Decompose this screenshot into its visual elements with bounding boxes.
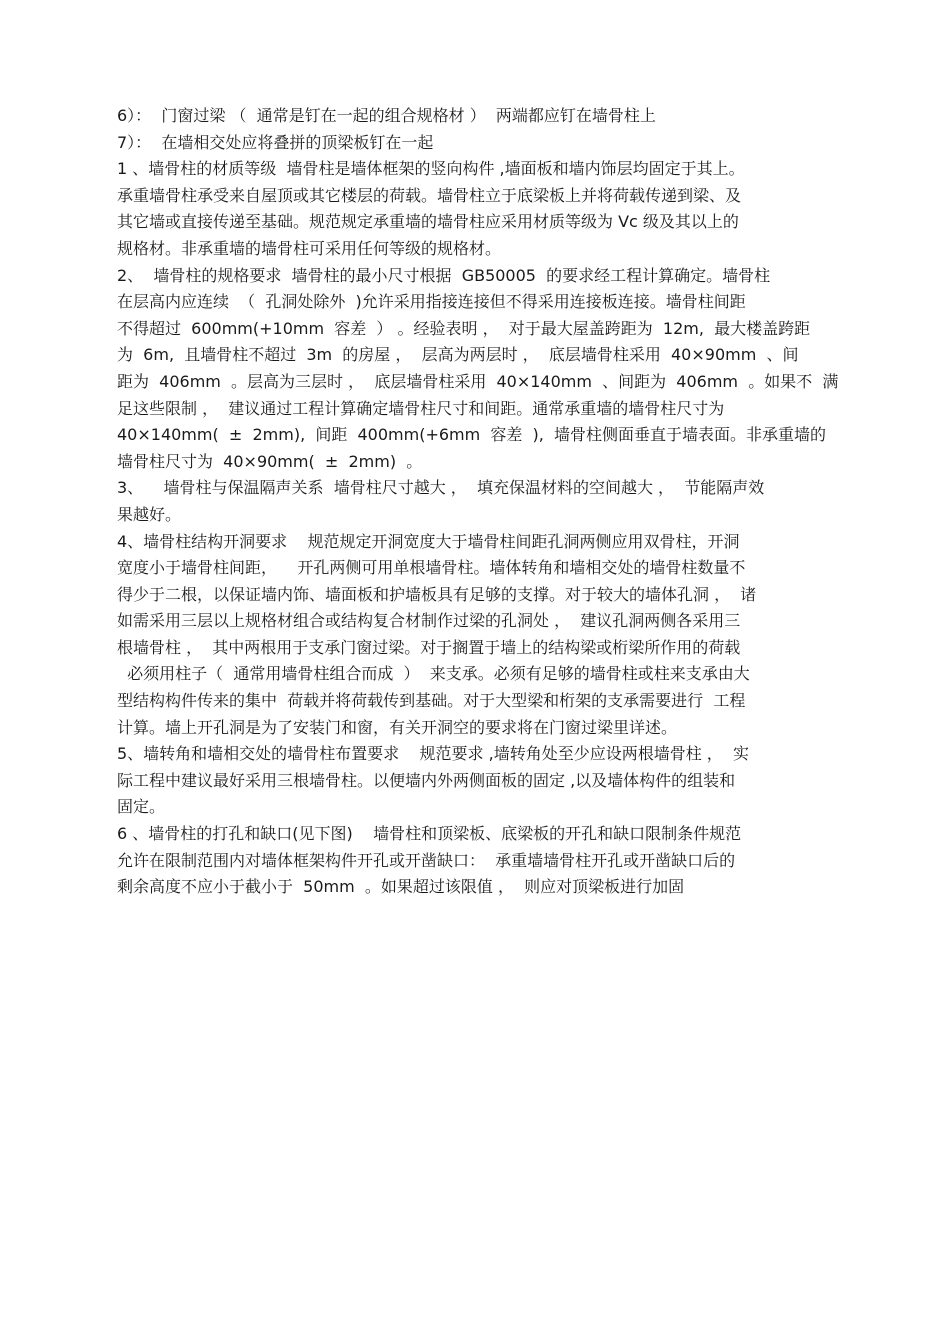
text-line: 际工程中建议最好采用三根墙骨柱。以便墙内外两侧面板的固定 ,以及墙体构件的组装和 — [117, 770, 736, 790]
text-line: 规格材。非承重墙的墙骨柱可采用任何等级的规格材。 — [117, 238, 502, 258]
text-line: 型结构构件传来的集中 荷载并将荷载传到基础。对于大型梁和桁架的支承需要进行 工程 — [117, 691, 746, 711]
text-line: 4、墙骨柱结构开洞要求 规范规定开洞宽度大于墙骨柱间距孔洞两侧应用双骨柱，开洞 — [117, 531, 740, 551]
text-line: 如需采用三层以上规格材组合或结构复合材制作过梁的孔洞处 ， 建议孔洞两侧各采用三 — [117, 611, 741, 631]
text-line: 在层高内应连续 （ 孔洞处除外 )允许采用指接连接但不得采用连接板连接。墙骨柱间距 — [117, 292, 746, 312]
text-line: 根墙骨柱 ， 其中两根用于支承门窗过梁。对于搁置于墙上的结构梁或桁梁所作用的荷载 — [117, 637, 741, 657]
text-line: 距为 406mm 。层高为三层时 ， 底层墙骨柱采用 40×140mm 、间距为 406mm 。如果不 满 — [117, 371, 839, 391]
text-line: 允许在限制范围内对墙体框架构件开孔或开凿缺口： 承重墙墙骨柱开孔或开凿缺口后的 — [117, 850, 736, 870]
text-line: 固定。 — [117, 797, 166, 817]
text-line: 墙骨柱尺寸为 40×90mm( ± 2mm) 。 — [117, 451, 423, 471]
text-line: 5、墙转角和墙相交处的墙骨柱布置要求 规范要求 ,墙转角处至少应设两根墙骨柱 ， 实 — [117, 744, 749, 764]
text-line: 6）： 门窗过梁 （ 通常是钉在一起的组合规格材 ） 两端都应钉在墙骨柱上 — [117, 106, 656, 125]
text-line: 剩余高度不应小于截小于 50mm 。如果超过该限值 ， 则应对顶梁板进行加固 — [117, 877, 685, 897]
body-text — [117, 103, 877, 901]
text-line: 2、 墙骨柱的规格要求 墙骨柱的最小尺寸根据 GB50005 的要求经工程计算确定。墙骨柱 — [117, 265, 771, 285]
text-line: 7）： 在墙相交处应将叠拼的顶梁板钉在一起 — [117, 132, 434, 152]
text-line: 承重墙骨柱承受来自屋顶或其它楼层的荷载。墙骨柱立于底梁板上并将荷载传递到梁、及 — [117, 185, 742, 205]
text-line: 40×140mm( ± 2mm), 间距 400mm(+6mm 容差 ), 墙骨柱侧面垂直于墙表面。非承重墙的 — [117, 425, 827, 445]
text-line: 必须用柱子（ 通常用墙骨柱组合而成 ） 来支承。必须有足够的墙骨柱或柱来支承由大 — [117, 664, 750, 684]
text-line: 其它墙或直接传递至基础。规范规定承重墙的墙骨柱应采用材质等级为 Vc 级及其以上的 — [117, 212, 739, 232]
text-line: 3、 墙骨柱与保温隔声关系 墙骨柱尺寸越大 ， 填充保温材料的空间越大 ， 节能隔声效 — [117, 478, 765, 498]
text-line: 6 、墙骨柱的打孔和缺口(见下图) 墙骨柱和顶梁板、底梁板的开孔和缺口限制条件规范 — [117, 824, 742, 844]
text-line: 足这些限制 ， 建议通过工程计算确定墙骨柱尺寸和间距。通常承重墙的墙骨柱尺寸为 — [117, 398, 725, 418]
text-line: 计算。墙上开孔洞是为了安装门和窗，有关开洞空的要求将在门窗过梁里详述。 — [117, 717, 678, 737]
text-line: 不得超过 600mm(+10mm 容差 ） 。经验表明 ， 对于最大屋盖跨距为 12m, 最大楼盖跨距 — [117, 318, 811, 338]
text-line: 为 6m, 且墙骨柱不超过 3m 的房屋 ， 层高为两层时 ， 底层墙骨柱采用 40×90mm 、间 — [117, 345, 799, 365]
text-line: 宽度小于墙骨柱间距， 开孔两侧可用单根墙骨柱。墙体转角和墙相交处的墙骨柱数量不 — [117, 558, 746, 578]
text-line: 果越好。 — [117, 504, 182, 524]
text-line: 得少于二根，以保证墙内饰、墙面板和护墙板具有足够的支撑。对于较大的墙体孔洞 ， 诸 — [117, 584, 757, 604]
text-line: 1 、墙骨柱的材质等级 墙骨柱是墙体框架的竖向构件 ,墙面板和墙内饰层均固定于其上。 — [117, 159, 745, 179]
